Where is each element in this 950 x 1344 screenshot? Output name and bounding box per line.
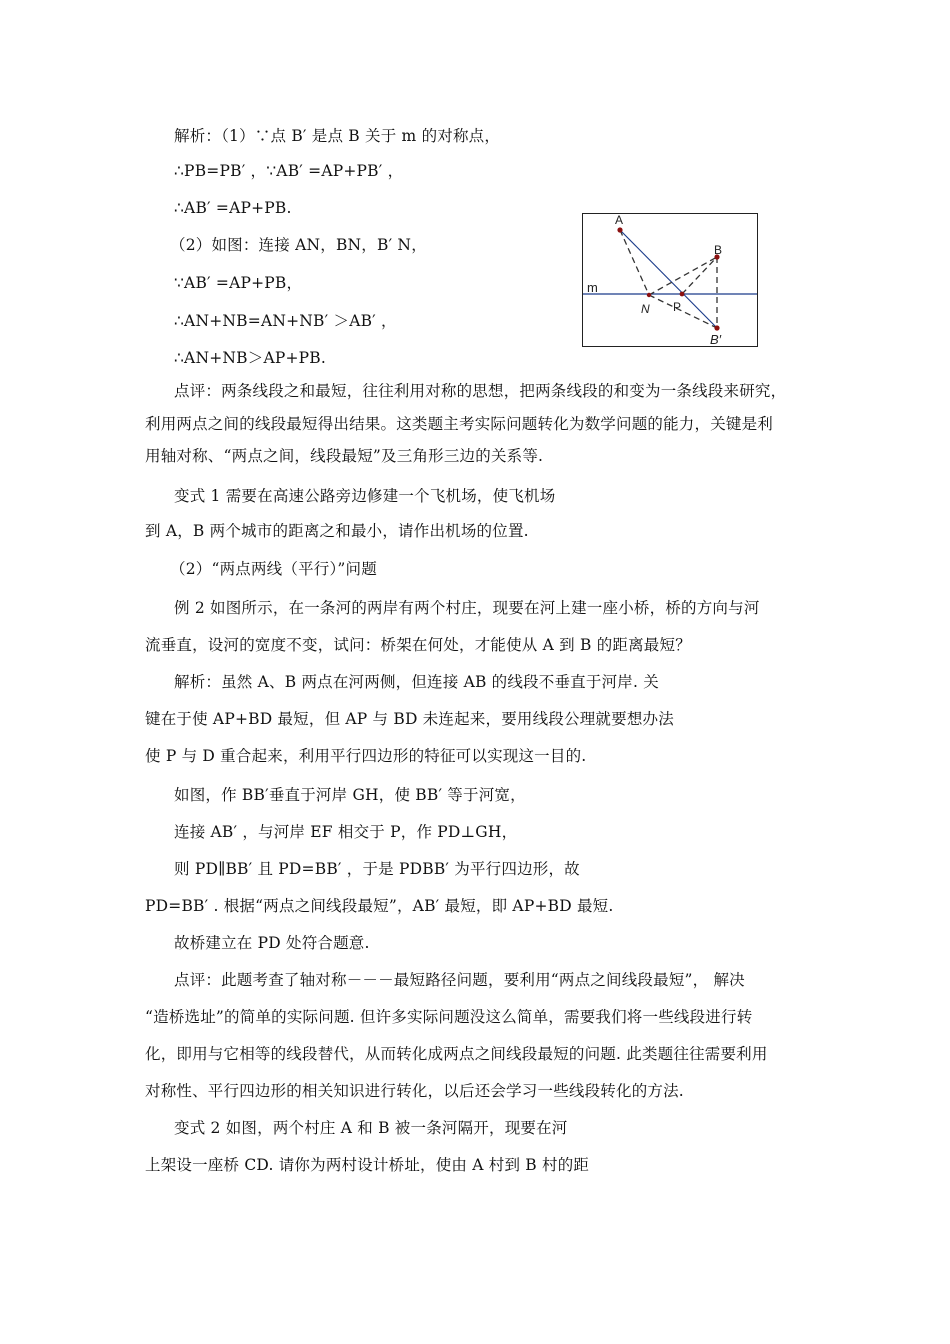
segment-AN <box>620 230 649 295</box>
label-Bprime: B′ <box>710 332 722 346</box>
remark-line-2: “造桥选址”的简单的实际问题. 但许多实际问题没这么简单，需要我们将一些线段进行转 <box>145 1008 753 1026</box>
comment-line-2: 利用两点之间的线段最短得出结果。这类题主考实际问题转化为数学问题的能力，关键是利 <box>145 415 774 433</box>
label-A: A <box>615 214 624 227</box>
segment-NB <box>649 257 717 295</box>
solution-line-2: 键在于使 AP+BD 最短，但 AP 与 BD 未连起来，要用线段公理就要想办法 <box>145 710 674 728</box>
solution-line-7: PD=BB′ . 根据“两点之间线段最短”，AB′ 最短，即 AP+BD 最短. <box>145 897 614 915</box>
analysis-line-3: ∴AB′ =AP+PB. <box>174 199 292 217</box>
variant1-line-2: 到 A，B 两个城市的距离之和最小，请作出机场的位置. <box>145 522 529 540</box>
segment-NBprime <box>649 295 717 328</box>
analysis-line-6: ∴AN+NB=AN+NB′ ＞AB′ ， <box>174 312 397 330</box>
geometry-figure <box>582 213 758 347</box>
analysis-line-4: （2）如图：连接 AN，BN，B′ N， <box>170 236 427 254</box>
solution-line-4: 如图，作 BB′垂直于河岸 GH，使 BB′ 等于河宽， <box>174 786 526 804</box>
comment-line-3: 用轴对称、“两点之间，线段最短”及三角形三边的关系等. <box>145 447 544 465</box>
comment-line-1: 点评：两条线段之和最短，往往利用对称的思想，把两条线段的和变为一条线段来研究， <box>174 382 787 400</box>
section-heading: （2）“两点两线（平行）”问题 <box>170 560 377 578</box>
example2-line-1: 例 2 如图所示，在一条河的两岸有两个村庄，现要在河上建一座小桥，桥的方向与河 <box>174 599 760 617</box>
solution-line-8: 故桥建立在 PD 处符合题意. <box>174 934 370 952</box>
segment-ABprime <box>620 230 717 328</box>
point-Bprime <box>714 325 719 330</box>
variant2-line-1: 变式 2 如图，两个村庄 A 和 B 被一条河隔开，现要在河 <box>174 1119 568 1137</box>
solution-line-3: 使 P 与 D 重合起来，利用平行四边形的特征可以实现这一目的. <box>145 747 587 765</box>
label-B: B <box>714 243 723 257</box>
solution-line-1: 解析：虽然 A、B 两点在河两侧，但连接 AB 的线段不垂直于河岸. 关 <box>174 673 659 691</box>
label-N: N <box>641 302 650 316</box>
variant2-line-2: 上架设一座桥 CD. 请你为两村设计桥址，使由 A 村到 B 村的距 <box>145 1156 590 1174</box>
point-N <box>647 293 651 297</box>
solution-line-5: 连接 AB′ ，与河岸 EF 相交于 P，作 PD⊥GH， <box>174 823 518 841</box>
analysis-line-1: 解析：（1）∵点 B′ 是点 B 关于 m 的对称点， <box>174 127 501 145</box>
label-m: m <box>587 280 598 295</box>
figure-svg <box>583 214 757 346</box>
analysis-line-2: ∴PB=PB′ ，∵AB′ =AP+PB′ ， <box>174 162 404 180</box>
example2-line-2: 流垂直，设河的宽度不变，试问：桥架在何处，才能使从 A 到 B 的距离最短？ <box>145 636 691 654</box>
label-P: P <box>673 300 682 314</box>
variant1-line-1: 变式 1 需要在高速公路旁边修建一个飞机场，使飞机场 <box>174 487 556 505</box>
point-P <box>680 292 685 297</box>
remark-line-1: 点评：此题考查了轴对称－－－最短路径问题，要利用“两点之间线段最短”， 解决 <box>174 971 745 989</box>
segment-PB <box>682 257 717 294</box>
solution-line-6: 则 PD∥BB′ 且 PD=BB′ ，于是 PDBB′ 为平行四边形，故 <box>174 860 580 878</box>
analysis-line-5: ∵AB′ =AP+PB， <box>174 274 303 292</box>
point-A <box>617 227 622 232</box>
analysis-line-7: ∴AN+NB＞AP+PB. <box>174 349 327 367</box>
remark-line-3: 化，即用与它相等的线段替代，从而转化成两点之间线段最短的问题. 此类题往往需要利用 <box>145 1045 768 1063</box>
remark-line-4: 对称性、平行四边形的相关知识进行转化，以后还会学习一些线段转化的方法. <box>145 1082 684 1100</box>
